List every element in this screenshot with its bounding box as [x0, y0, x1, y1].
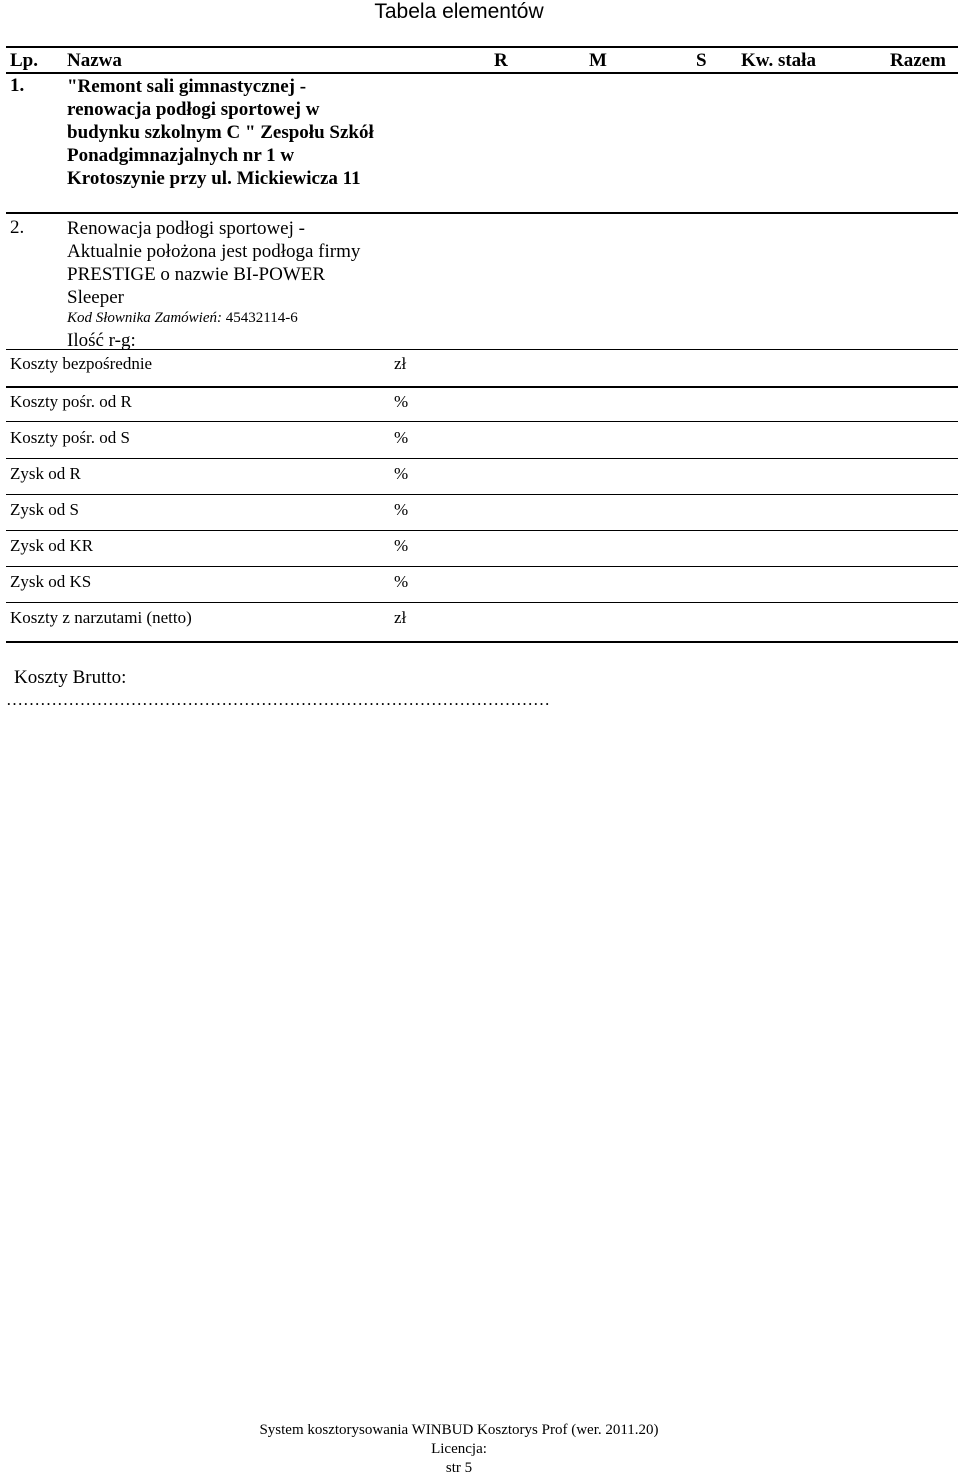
- code-label: Kod Słownika Zamówień:: [67, 310, 223, 326]
- item-2-quantity-label: Ilość r-g:: [67, 330, 136, 351]
- cost-rule-4: [6, 494, 958, 495]
- cost-rule-5: [6, 530, 958, 531]
- footer-system: System kosztorysowania WINBUD Kosztorys Prof (wer. 2011.20): [259, 1422, 659, 1438]
- cost-unit-netto: zł: [394, 608, 407, 627]
- cost-rule-8: [6, 641, 958, 643]
- cost-rule-7: [6, 602, 958, 603]
- cost-label-netto: Koszty z narzutami (netto): [10, 608, 192, 627]
- footer-page-number: str 5: [445, 1460, 473, 1476]
- cost-label-zysk-r: Zysk od R: [10, 464, 81, 483]
- cost-unit-zysk-kr: %: [394, 536, 409, 555]
- cost-unit-zysk-ks: %: [394, 572, 409, 591]
- header-kw-stala: Kw. stała: [741, 50, 816, 71]
- cost-label-zysk-kr: Zysk od KR: [10, 536, 94, 555]
- item-2-code-line: [67, 310, 298, 327]
- cost-label-direct: Koszty bezpośrednie: [10, 354, 153, 373]
- cost-rule-2: [6, 421, 958, 422]
- header-r: R: [494, 50, 508, 71]
- footer-license: Licencja:: [431, 1441, 487, 1457]
- cost-unit-posr-r: %: [394, 392, 409, 411]
- item-1-line-3: budynku szkolnym C " Zespołu Szkół: [67, 122, 374, 143]
- item-2-number: 2.: [10, 217, 25, 238]
- header-razem: Razem: [890, 50, 946, 71]
- cost-rule-6: [6, 566, 958, 567]
- cost-label-zysk-ks: Zysk od KS: [10, 572, 92, 591]
- cost-unit-posr-s: %: [394, 428, 409, 447]
- item-1-line-5: Krotoszynie przy ul. Mickiewicza 11: [67, 168, 361, 189]
- item-2-name: [67, 217, 360, 309]
- header-s: S: [696, 50, 707, 71]
- header-m: M: [589, 50, 607, 71]
- cost-unit-zysk-r: %: [394, 464, 409, 483]
- brutto-label: Koszty Brutto:: [14, 667, 127, 688]
- header-bottom-rule: [6, 72, 958, 74]
- item-1-line-2: renowacja podłogi sportowej w: [67, 99, 320, 120]
- item-1-name: [67, 75, 374, 190]
- cost-label-posr-r: Koszty pośr. od R: [10, 392, 132, 411]
- cost-rule-3: [6, 458, 958, 459]
- item-2-line-1: Renowacja podłogi sportowej -: [67, 218, 305, 239]
- item-1-line-1: "Remont sali gimnastycznej -: [67, 76, 307, 97]
- item-1-line-4: Ponadgimnazjalnych nr 1 w: [67, 145, 295, 166]
- cost-label-posr-s: Koszty pośr. od S: [10, 428, 130, 447]
- page-title: Tabela elementów: [374, 0, 544, 23]
- quantity-rule: [6, 349, 958, 350]
- cost-unit-zysk-s: %: [394, 500, 409, 519]
- header-top-rule: [6, 46, 958, 48]
- item-2-line-2: Aktualnie położona jest podłoga firmy: [67, 241, 361, 262]
- header-nazwa: Nazwa: [67, 50, 122, 71]
- brutto-dots: ……………………………………………………………………………………: [6, 690, 550, 709]
- cost-label-zysk-s: Zysk od S: [10, 500, 79, 519]
- code-value: 45432114-6: [225, 310, 298, 326]
- item-1-number: 1.: [10, 75, 25, 96]
- item-2-line-4: Sleeper: [67, 287, 124, 308]
- cost-rule-1: [6, 386, 958, 388]
- item-separator: [6, 212, 958, 214]
- header-lp: Lp.: [10, 50, 38, 71]
- item-2-line-3: PRESTIGE o nazwie BI-POWER: [67, 264, 326, 285]
- cost-unit-direct: zł: [394, 354, 407, 373]
